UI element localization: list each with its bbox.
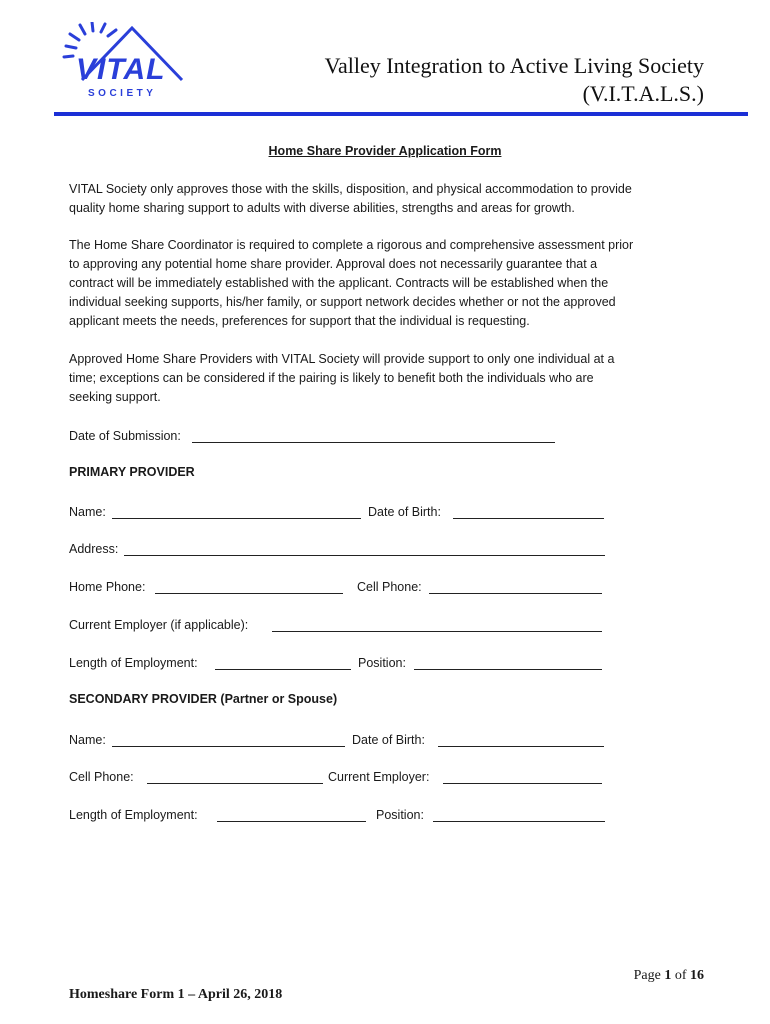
secondary-dob-label: Date of Birth:	[352, 733, 425, 747]
paragraph-line: quality home sharing support to adults with diverse abilities, strengths and areas for growth.	[69, 201, 575, 215]
org-name-line-1: Valley Integration to Active Living Society	[324, 53, 704, 78]
secondary-dob-field[interactable]	[438, 746, 604, 747]
paragraph-line: contract will be immediately established with the applicant. Contracts will be established when the	[69, 276, 609, 290]
date-of-submission-row	[69, 427, 569, 445]
organization-name	[325, 52, 704, 108]
paragraph-line: to approving any potential home share provider. Approval does not necessarily guarantee that a	[69, 257, 598, 271]
primary-employer-field[interactable]	[272, 631, 602, 632]
primary-phone-row	[69, 578, 609, 596]
page-total: 16	[690, 968, 704, 983]
primary-employer-label: Current Employer (if applicable):	[69, 618, 249, 632]
primary-provider-heading: PRIMARY PROVIDER	[69, 465, 195, 479]
secondary-provider-heading: SECONDARY PROVIDER (Partner or Spouse)	[69, 692, 338, 706]
primary-name-field[interactable]	[112, 518, 361, 519]
paragraph-line: applicant meets the needs, preferences for support that the individual is requesting.	[69, 314, 530, 328]
primary-name-label: Name:	[69, 505, 106, 519]
secondary-name-row	[69, 731, 609, 749]
secondary-name-field[interactable]	[112, 746, 345, 747]
paragraph-line: seeking support.	[69, 390, 161, 404]
primary-cell-phone-label: Cell Phone:	[357, 580, 422, 594]
intro-paragraph-1	[69, 180, 709, 218]
primary-home-phone-label: Home Phone:	[69, 580, 146, 594]
primary-name-row	[69, 503, 609, 521]
paragraph-line: The Home Share Coordinator is required to complete a rigorous and comprehensive assessment prior	[69, 238, 634, 252]
intro-paragraph-2	[69, 236, 709, 331]
primary-dob-label: Date of Birth:	[368, 505, 441, 519]
logo-subtext: SOCIETY	[88, 88, 157, 98]
secondary-employment-row	[69, 806, 609, 824]
vital-society-logo	[62, 22, 188, 98]
org-name-line-2: (V.I.T.A.L.S.)	[582, 81, 704, 106]
paragraph-line: VITAL Society only approves those with the skills, disposition, and physical accommodation to provide	[69, 182, 632, 196]
logo-text: VITAL	[76, 53, 166, 86]
primary-address-label: Address:	[69, 542, 119, 556]
secondary-position-label: Position:	[376, 808, 424, 822]
primary-employment-row	[69, 654, 609, 672]
paragraph-line: time; exceptions can be considered if the pairing is likely to benefit both the individuals who are	[69, 371, 594, 385]
secondary-name-label: Name:	[69, 733, 106, 747]
secondary-employer-field[interactable]	[443, 783, 602, 784]
page-word: Page	[633, 968, 661, 983]
primary-length-field[interactable]	[215, 669, 351, 670]
form-title: Home Share Provider Application Form	[268, 144, 502, 158]
primary-address-field[interactable]	[124, 555, 605, 556]
paragraph-line: individual seeking supports, his/her family, or support network decides whether or not the approved	[69, 295, 616, 309]
date-of-submission-label: Date of Submission:	[69, 429, 181, 443]
primary-address-row	[69, 540, 609, 558]
intro-paragraph-3	[69, 350, 709, 407]
header-divider	[54, 112, 748, 116]
primary-position-label: Position:	[358, 656, 406, 670]
primary-position-field[interactable]	[414, 669, 602, 670]
primary-employer-row	[69, 616, 609, 634]
form-id-footer: Homeshare Form 1 – April 26, 2018	[69, 987, 283, 1002]
secondary-length-field[interactable]	[217, 821, 366, 822]
primary-dob-field[interactable]	[453, 518, 604, 519]
primary-length-label: Length of Employment:	[69, 656, 198, 670]
secondary-employer-label: Current Employer:	[328, 770, 430, 784]
secondary-phone-row	[69, 768, 609, 786]
primary-home-phone-field[interactable]	[155, 593, 343, 594]
secondary-length-label: Length of Employment:	[69, 808, 198, 822]
page-current: 1	[664, 968, 672, 983]
secondary-cell-phone-label: Cell Phone:	[69, 770, 134, 784]
page-number	[634, 968, 704, 984]
page-of: of	[674, 968, 687, 983]
paragraph-line: Approved Home Share Providers with VITAL Society will provide support to only one individual at a	[69, 352, 615, 366]
secondary-position-field[interactable]	[433, 821, 605, 822]
primary-cell-phone-field[interactable]	[429, 593, 602, 594]
secondary-cell-phone-field[interactable]	[147, 783, 323, 784]
date-of-submission-field[interactable]	[192, 442, 555, 443]
